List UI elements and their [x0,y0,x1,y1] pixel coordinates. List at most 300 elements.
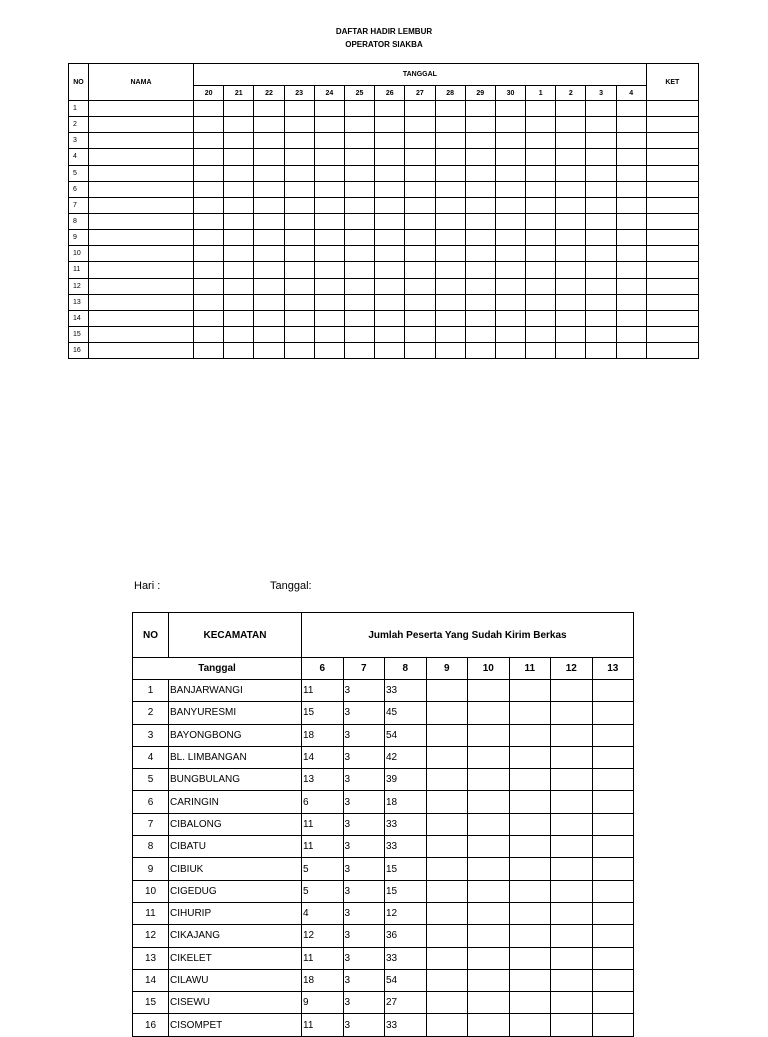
empty-cell [405,230,435,246]
empty-cell [314,262,344,278]
empty-cell [526,294,556,310]
empty-cell [224,165,254,181]
empty-cell [194,294,224,310]
count-cell: 18 [302,724,344,746]
empty-cell [435,326,465,342]
empty-cell [616,149,646,165]
empty-cell [509,813,551,835]
empty-cell [465,310,495,326]
empty-cell [551,969,593,991]
empty-cell [509,724,551,746]
empty-cell [89,230,194,246]
empty-cell [375,246,405,262]
empty-cell [224,181,254,197]
attendance-table [68,63,699,359]
count-cell: 33 [385,1014,427,1036]
empty-cell [224,262,254,278]
empty-cell [89,294,194,310]
empty-cell [556,101,586,117]
empty-cell [468,813,510,835]
empty-cell [344,326,374,342]
empty-cell [426,1014,468,1036]
table-row [69,133,699,149]
empty-cell [89,278,194,294]
empty-cell [284,117,314,133]
empty-cell [435,181,465,197]
tanggal-label: Tanggal: [270,580,312,592]
empty-cell [551,902,593,924]
empty-cell [616,294,646,310]
empty-cell [592,813,634,835]
row-number: 4 [69,149,89,165]
empty-cell [254,181,284,197]
count-cell: 3 [343,769,385,791]
empty-cell [426,680,468,702]
empty-cell [435,165,465,181]
count-cell: 11 [302,813,344,835]
empty-cell [495,294,525,310]
empty-cell [426,947,468,969]
empty-cell [465,326,495,342]
empty-cell [435,230,465,246]
empty-cell [592,925,634,947]
empty-cell [405,117,435,133]
kecamatan-name: CIBALONG [169,813,302,835]
empty-cell [224,149,254,165]
empty-cell [405,197,435,213]
empty-cell [509,858,551,880]
empty-cell [344,133,374,149]
empty-cell [526,149,556,165]
row-number: 4 [133,746,169,768]
row-number: 6 [133,791,169,813]
empty-cell [551,680,593,702]
empty-cell [284,294,314,310]
empty-cell [495,326,525,342]
empty-cell [344,149,374,165]
empty-cell [314,246,344,262]
empty-cell [465,230,495,246]
row-number: 8 [133,836,169,858]
count-cell: 3 [343,880,385,902]
empty-cell [465,101,495,117]
empty-cell [375,165,405,181]
kecamatan-name: CIKELET [169,947,302,969]
empty-cell [435,117,465,133]
empty-cell [314,343,344,359]
empty-cell [526,181,556,197]
table-row [133,769,634,791]
count-cell: 3 [343,836,385,858]
empty-cell [592,746,634,768]
row-number: 2 [133,702,169,724]
date-header: 28 [435,86,465,101]
row-number: 12 [69,278,89,294]
count-cell: 27 [385,992,427,1014]
empty-cell [375,181,405,197]
row-number: 10 [133,880,169,902]
kecamatan-name: CILAWU [169,969,302,991]
table-row [133,791,634,813]
empty-cell [284,230,314,246]
count-cell: 39 [385,769,427,791]
count-cell: 18 [302,969,344,991]
count-cell: 13 [302,769,344,791]
empty-cell [344,310,374,326]
empty-cell [426,902,468,924]
count-cell: 45 [385,702,427,724]
row-number: 9 [133,858,169,880]
kecamatan-name: BANJARWANGI [169,680,302,702]
empty-cell [254,278,284,294]
empty-cell [556,262,586,278]
row-number: 5 [69,165,89,181]
kecamatan-name: BUNGBULANG [169,769,302,791]
empty-cell [468,902,510,924]
table-row [133,947,634,969]
empty-cell [224,213,254,229]
empty-cell [435,278,465,294]
empty-cell [426,702,468,724]
count-cell: 5 [302,880,344,902]
berkas-date-header: 10 [468,658,510,680]
empty-cell [405,133,435,149]
empty-cell [375,262,405,278]
empty-cell [556,213,586,229]
berkas-col-tanggal-header: Tanggal [133,658,302,680]
row-number: 15 [133,992,169,1014]
empty-cell [344,230,374,246]
empty-cell [89,197,194,213]
row-number: 7 [69,197,89,213]
row-number: 8 [69,213,89,229]
empty-cell [314,230,344,246]
count-cell: 12 [302,925,344,947]
count-cell: 3 [343,858,385,880]
empty-cell [89,246,194,262]
empty-cell [405,213,435,229]
table-row [69,262,699,278]
empty-cell [592,769,634,791]
empty-cell [405,294,435,310]
empty-cell [646,310,698,326]
count-cell: 3 [343,902,385,924]
table-row [133,746,634,768]
empty-cell [405,246,435,262]
empty-cell [495,310,525,326]
empty-cell [194,165,224,181]
empty-cell [254,197,284,213]
empty-cell [465,262,495,278]
kecamatan-name: CIGEDUG [169,880,302,902]
row-number: 5 [133,769,169,791]
kecamatan-name: CIKAJANG [169,925,302,947]
empty-cell [375,117,405,133]
row-number: 13 [133,947,169,969]
empty-cell [495,278,525,294]
empty-cell [586,294,616,310]
empty-cell [586,310,616,326]
empty-cell [284,149,314,165]
empty-cell [344,213,374,229]
empty-cell [405,343,435,359]
empty-cell [194,278,224,294]
empty-cell [314,278,344,294]
empty-cell [375,343,405,359]
empty-cell [556,310,586,326]
table-row [133,880,634,902]
empty-cell [551,746,593,768]
empty-cell [89,133,194,149]
empty-cell [344,278,374,294]
empty-cell [592,880,634,902]
table-row [69,310,699,326]
empty-cell [426,791,468,813]
empty-cell [375,197,405,213]
empty-cell [586,181,616,197]
berkas-table [132,612,634,1037]
empty-cell [468,724,510,746]
empty-cell [89,262,194,278]
berkas-date-header: 12 [551,658,593,680]
date-header: 23 [284,86,314,101]
empty-cell [465,246,495,262]
date-header: 24 [314,86,344,101]
empty-cell [468,925,510,947]
empty-cell [509,769,551,791]
empty-cell [551,1014,593,1036]
empty-cell [646,117,698,133]
empty-cell [495,213,525,229]
empty-cell [616,117,646,133]
empty-cell [592,836,634,858]
count-cell: 33 [385,836,427,858]
empty-cell [616,181,646,197]
count-cell: 3 [343,947,385,969]
empty-cell [526,310,556,326]
empty-cell [465,197,495,213]
row-number: 3 [69,133,89,149]
empty-cell [592,902,634,924]
empty-cell [314,149,344,165]
empty-cell [314,326,344,342]
empty-cell [89,213,194,229]
empty-cell [314,197,344,213]
empty-cell [284,343,314,359]
table-row [69,246,699,262]
empty-cell [495,117,525,133]
table-row [69,213,699,229]
empty-cell [556,117,586,133]
empty-cell [526,326,556,342]
empty-cell [556,294,586,310]
empty-cell [284,133,314,149]
empty-cell [468,992,510,1014]
empty-cell [426,769,468,791]
empty-cell [435,197,465,213]
row-number: 7 [133,813,169,835]
empty-cell [344,246,374,262]
empty-cell [616,246,646,262]
empty-cell [426,724,468,746]
empty-cell [465,181,495,197]
empty-cell [646,149,698,165]
empty-cell [526,343,556,359]
count-cell: 42 [385,746,427,768]
attendance-subtitle: OPERATOR SIAKBA [345,40,423,49]
count-cell: 11 [302,1014,344,1036]
kecamatan-name: CISOMPET [169,1014,302,1036]
count-cell: 11 [302,680,344,702]
empty-cell [254,262,284,278]
berkas-date-header: 11 [509,658,551,680]
empty-cell [435,262,465,278]
empty-cell [616,165,646,181]
empty-cell [194,181,224,197]
empty-cell [405,101,435,117]
empty-cell [592,724,634,746]
kecamatan-name: BANYURESMI [169,702,302,724]
empty-cell [551,992,593,1014]
empty-cell [646,246,698,262]
empty-cell [551,791,593,813]
empty-cell [344,343,374,359]
table-row [133,813,634,835]
empty-cell [586,101,616,117]
empty-cell [586,230,616,246]
row-number: 1 [69,101,89,117]
empty-cell [586,343,616,359]
empty-cell [495,133,525,149]
empty-cell [592,680,634,702]
empty-cell [556,230,586,246]
count-cell: 3 [343,925,385,947]
empty-cell [551,925,593,947]
count-cell: 3 [343,791,385,813]
empty-cell [254,326,284,342]
empty-cell [526,246,556,262]
empty-cell [224,133,254,149]
empty-cell [586,326,616,342]
empty-cell [526,213,556,229]
empty-cell [495,262,525,278]
empty-cell [465,294,495,310]
empty-cell [254,230,284,246]
count-cell: 18 [385,791,427,813]
empty-cell [224,278,254,294]
empty-cell [426,969,468,991]
kecamatan-name: CIHURIP [169,902,302,924]
empty-cell [468,791,510,813]
empty-cell [616,213,646,229]
count-cell: 11 [302,947,344,969]
empty-cell [616,230,646,246]
table-row [69,278,699,294]
count-cell: 3 [343,813,385,835]
empty-cell [468,702,510,724]
empty-cell [509,969,551,991]
empty-cell [646,165,698,181]
empty-cell [468,1014,510,1036]
row-number: 16 [69,343,89,359]
empty-cell [495,165,525,181]
empty-cell [586,165,616,181]
empty-cell [314,165,344,181]
empty-cell [224,117,254,133]
empty-cell [586,117,616,133]
empty-cell [284,246,314,262]
empty-cell [551,702,593,724]
table-row [133,836,634,858]
empty-cell [551,947,593,969]
count-cell: 33 [385,680,427,702]
table-row [69,149,699,165]
empty-cell [526,278,556,294]
empty-cell [468,836,510,858]
empty-cell [284,165,314,181]
empty-cell [89,165,194,181]
empty-cell [426,813,468,835]
col-no-header: NO [69,64,89,101]
empty-cell [468,680,510,702]
empty-cell [344,181,374,197]
empty-cell [468,947,510,969]
kecamatan-name: CIBIUK [169,858,302,880]
empty-cell [509,992,551,1014]
empty-cell [556,326,586,342]
count-cell: 33 [385,813,427,835]
empty-cell [586,149,616,165]
count-cell: 3 [343,702,385,724]
row-number: 12 [133,925,169,947]
empty-cell [284,213,314,229]
empty-cell [592,947,634,969]
empty-cell [586,133,616,149]
empty-cell [284,101,314,117]
empty-cell [89,117,194,133]
berkas-date-header: 8 [385,658,427,680]
date-header: 25 [344,86,374,101]
table-row [69,294,699,310]
empty-cell [509,947,551,969]
empty-cell [646,262,698,278]
empty-cell [194,310,224,326]
table-row [133,902,634,924]
empty-cell [254,101,284,117]
empty-cell [646,101,698,117]
kecamatan-name: CARINGIN [169,791,302,813]
empty-cell [646,133,698,149]
empty-cell [468,858,510,880]
empty-cell [556,181,586,197]
empty-cell [526,262,556,278]
date-header: 3 [586,86,616,101]
row-number: 3 [133,724,169,746]
empty-cell [592,1014,634,1036]
empty-cell [509,791,551,813]
table-row [69,230,699,246]
empty-cell [646,294,698,310]
kecamatan-name: CIBATU [169,836,302,858]
empty-cell [468,880,510,902]
empty-cell [592,702,634,724]
empty-cell [646,181,698,197]
row-number: 11 [69,262,89,278]
empty-cell [89,343,194,359]
table-row [69,117,699,133]
empty-cell [314,294,344,310]
empty-cell [375,213,405,229]
